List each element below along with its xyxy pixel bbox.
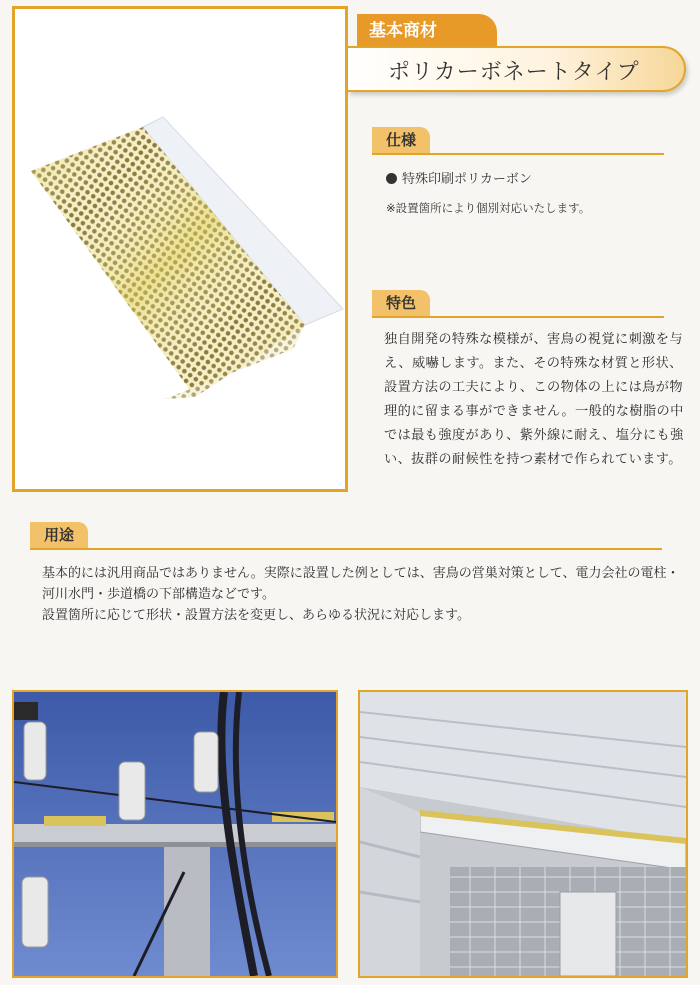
bridge-underside-photo: [358, 690, 688, 978]
usage-section-header: [30, 522, 662, 550]
polycarbonate-panel-illustration: [15, 9, 345, 489]
usage-body: [42, 563, 682, 626]
usage-line-2: 設置箇所に応じて形状・設置方法を変更し、あらゆる状況に対応します。: [42, 608, 470, 623]
product-title: ポリカーボネートタイプ: [388, 60, 640, 85]
features-body: 独自開発の特殊な模様が、害鳥の視覚に刺激を与え、威嚇します。また、その特殊な材質と形状、設置方法の工夫により、この物体の上には鳥が物理的に留まる事ができません。一般的な樹脂の中では最も強度があり、紫外線に耐え、塩分にも強い、抜群の耐候性を持つ素材で作られています。: [384, 332, 684, 467]
product-title-box: [348, 46, 686, 92]
product-image: [12, 6, 348, 492]
category-badge: 基本商材: [357, 14, 497, 48]
spec-note: ※設置箇所により個別対応いたします。: [386, 201, 591, 215]
utility-pole-photo: [12, 690, 338, 978]
bullet-icon: [386, 173, 397, 184]
spec-section-header: [372, 127, 664, 155]
usage-heading: 用途: [30, 522, 88, 548]
usage-line-1: 基本的には汎用商品ではありません。実際に設置した例としては、害鳥の営巣対策として、電力会社の電柱・河川水門・歩道橋の下部構造などです。: [42, 566, 680, 602]
spec-heading: 仕様: [372, 127, 430, 153]
features-heading: 特色: [372, 290, 430, 316]
spec-material-line: [386, 168, 532, 187]
features-section-header: [372, 290, 664, 318]
spec-material: 特殊印刷ポリカーボン: [402, 172, 532, 187]
